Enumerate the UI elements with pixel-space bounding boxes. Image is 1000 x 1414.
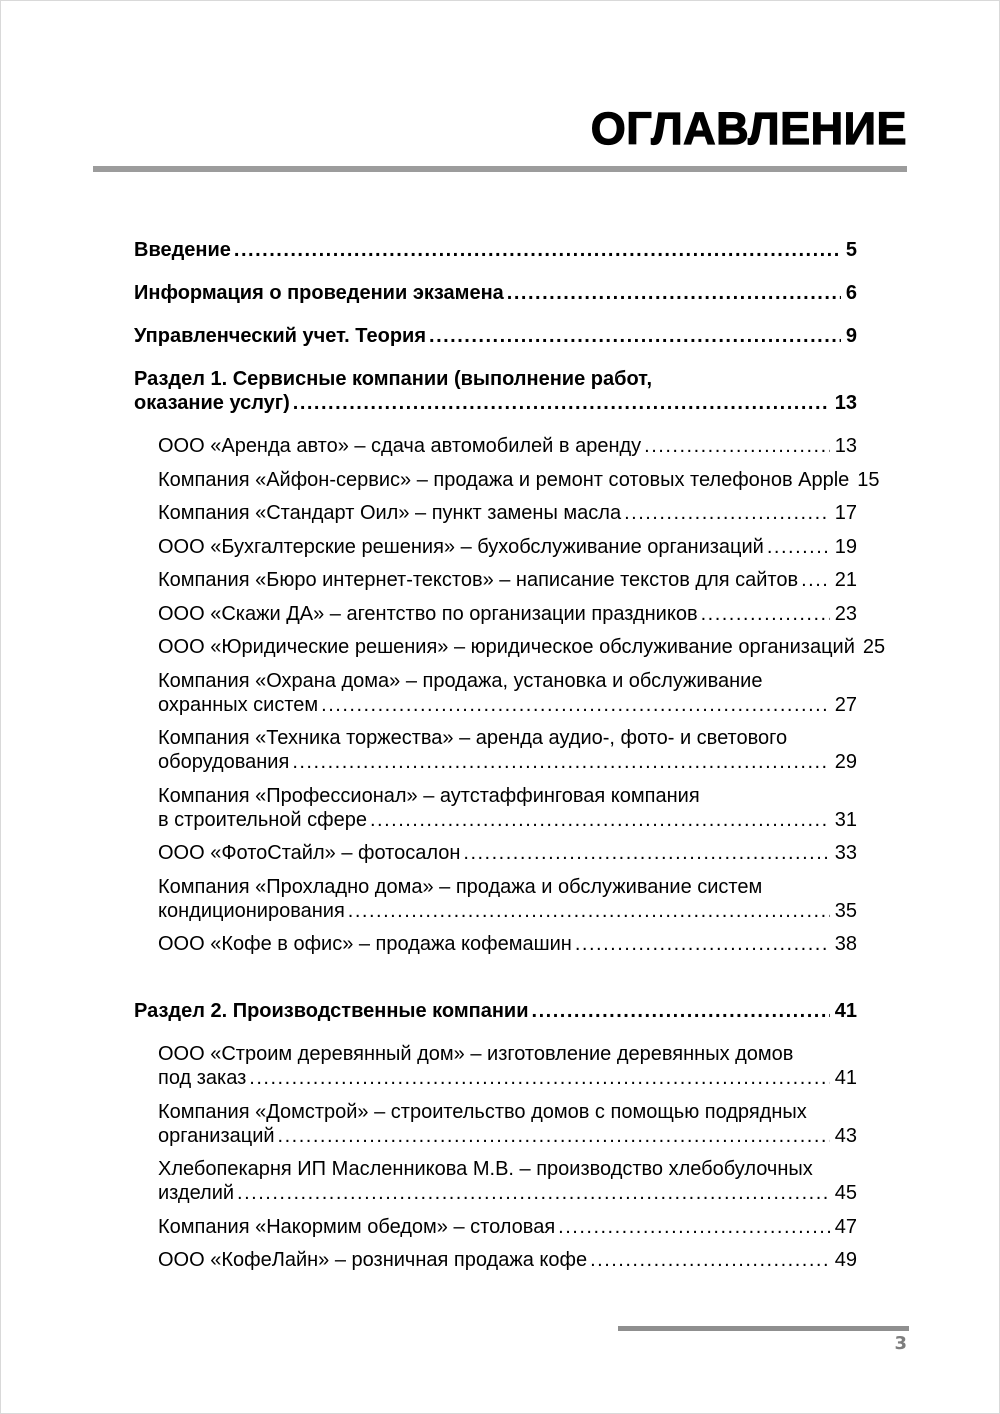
entry-row bbox=[158, 501, 857, 525]
entry-page-number: 9 bbox=[845, 325, 857, 347]
entry-page-number: 49 bbox=[834, 1249, 857, 1271]
entry-text: оказание услуг) bbox=[134, 392, 290, 414]
entry-text: ООО «Скажи ДА» – агентство по организации праздников bbox=[158, 602, 698, 625]
toc-entry bbox=[134, 367, 857, 415]
entry-page-number: 43 bbox=[834, 1124, 857, 1147]
toc-entry bbox=[158, 602, 857, 626]
dot-leader bbox=[275, 1124, 830, 1148]
dot-leader bbox=[504, 281, 841, 305]
entry-page-number: 33 bbox=[834, 842, 857, 864]
toc-entry bbox=[158, 568, 857, 592]
entry-text: Раздел 2. Производственные компании bbox=[134, 1000, 529, 1022]
entry-row bbox=[158, 568, 857, 592]
entry-page-number: 41 bbox=[834, 1067, 857, 1089]
footer-page-number: 3 bbox=[894, 1333, 907, 1354]
toc-entry bbox=[134, 999, 857, 1023]
entry-text-line1: Компания «Профессионал» – аутстаффинговая компания bbox=[158, 784, 700, 807]
entry-row bbox=[158, 932, 857, 956]
toc-entry bbox=[158, 1248, 857, 1272]
entry-page-number: 13 bbox=[834, 435, 857, 457]
entry-row bbox=[134, 324, 857, 348]
toc-entry bbox=[158, 468, 880, 492]
dot-leader bbox=[426, 324, 841, 348]
entry-text: кондиционирования bbox=[158, 899, 345, 922]
entry-page-number: 29 bbox=[834, 751, 857, 773]
dot-leader bbox=[621, 501, 830, 525]
dot-leader bbox=[529, 999, 830, 1023]
toc-entry bbox=[158, 1100, 857, 1148]
entry-text-line1: Компания «Техника торжества» – аренда аудио-, фото- и светового bbox=[158, 727, 788, 749]
entry-text-line1: Компания «Прохладно дома» – продажа и обслуживание систем bbox=[158, 875, 763, 898]
toc-entry bbox=[134, 281, 857, 305]
dot-leader bbox=[234, 1181, 830, 1205]
toc-entry bbox=[158, 1042, 857, 1090]
entry-text: организаций bbox=[158, 1124, 275, 1147]
toc-entry bbox=[134, 324, 857, 348]
entry-text: Компания «Накормим обедом» – столовая bbox=[158, 1215, 556, 1238]
entry-text: ООО «Кофе в офис» – продажа кофемашин bbox=[158, 933, 572, 955]
dot-leader bbox=[555, 1215, 830, 1239]
entry-row bbox=[158, 899, 857, 923]
entry-text-line1: ООО «Строим деревянный дом» – изготовление деревянных домов bbox=[158, 1043, 794, 1065]
toc-entry bbox=[134, 238, 857, 262]
entry-text: в строительной сфере bbox=[158, 808, 367, 831]
toc-entry bbox=[158, 434, 857, 458]
dot-leader bbox=[849, 468, 852, 492]
entry-row bbox=[158, 602, 857, 626]
toc-entry bbox=[158, 1157, 857, 1205]
entry-text: Информация о проведении экзамена bbox=[134, 282, 504, 304]
entry-row bbox=[134, 391, 857, 415]
dot-leader bbox=[764, 535, 830, 559]
entry-row bbox=[158, 1066, 857, 1090]
entry-row bbox=[158, 635, 886, 659]
entry-text: ООО «Аренда авто» – сдача автомобилей в аренду bbox=[158, 435, 642, 457]
toc-entry bbox=[158, 726, 857, 774]
toc-entry bbox=[158, 932, 857, 956]
entry-page-number: 19 bbox=[834, 535, 857, 558]
entry-row bbox=[158, 1181, 857, 1205]
entry-text: Введение bbox=[134, 239, 231, 261]
entry-page-number: 6 bbox=[845, 282, 857, 304]
entry-page-number: 25 bbox=[862, 636, 886, 658]
dot-leader bbox=[367, 808, 830, 832]
title-rule bbox=[93, 166, 907, 172]
toc-entry bbox=[158, 784, 857, 832]
entry-page-number: 47 bbox=[834, 1215, 857, 1238]
entry-text: Компания «Айфон-сервис» – продажа и ремонт сотовых телефонов Apple bbox=[158, 468, 850, 491]
entry-text-line1: Компания «Домстрой» – строительство домов с помощью подрядных bbox=[158, 1100, 807, 1123]
entry-text: под заказ bbox=[158, 1067, 247, 1089]
dot-leader bbox=[246, 1066, 829, 1090]
entry-text: ООО «КофеЛайн» – розничная продажа кофе bbox=[158, 1249, 588, 1271]
entry-page-number: 41 bbox=[834, 1000, 857, 1022]
dot-leader bbox=[641, 434, 830, 458]
toc-entry bbox=[158, 635, 886, 659]
entry-page-number: 35 bbox=[834, 899, 857, 922]
entry-text: охранных систем bbox=[158, 693, 319, 716]
entry-row bbox=[158, 750, 857, 774]
entry-page-number: 23 bbox=[834, 602, 857, 625]
dot-leader bbox=[855, 635, 858, 659]
entry-page-number: 17 bbox=[834, 502, 857, 524]
footer-rule bbox=[618, 1326, 909, 1331]
entry-row bbox=[158, 808, 857, 832]
page-title: ОГЛАВЛЕНИЕ bbox=[590, 103, 907, 154]
entry-page-number: 45 bbox=[834, 1182, 857, 1204]
entry-page-number: 13 bbox=[834, 392, 857, 414]
dot-leader bbox=[460, 841, 829, 865]
toc-entry bbox=[158, 1215, 857, 1239]
toc-entry bbox=[158, 501, 857, 525]
dot-leader bbox=[798, 568, 830, 592]
dot-leader bbox=[698, 602, 830, 626]
entry-row bbox=[158, 468, 880, 492]
entry-text-line1: Хлебопекарня ИП Масленникова М.В. – производство хлебобулочных bbox=[158, 1158, 813, 1180]
entry-text: Управленческий учет. Теория bbox=[134, 325, 427, 347]
entry-text-line1: Компания «Охрана дома» – продажа, установка и обслуживание bbox=[158, 669, 763, 692]
toc-entry bbox=[158, 535, 857, 559]
entry-row bbox=[158, 1215, 857, 1239]
entry-text: ООО «Бухгалтерские решения» – бухобслуживание организаций bbox=[158, 535, 764, 558]
entry-page-number: 5 bbox=[845, 239, 857, 261]
toc-entry bbox=[158, 669, 857, 717]
entry-text: изделий bbox=[158, 1182, 235, 1204]
entry-row bbox=[158, 535, 857, 559]
entry-text-line1: Раздел 1. Сервисные компании (выполнение работ, bbox=[134, 368, 653, 390]
entry-page-number: 21 bbox=[834, 569, 857, 591]
dot-leader bbox=[587, 1248, 830, 1272]
entry-row bbox=[158, 1124, 857, 1148]
entry-row bbox=[158, 841, 857, 865]
dot-leader bbox=[290, 391, 830, 415]
toc-entry bbox=[158, 875, 857, 923]
dot-leader bbox=[318, 693, 830, 717]
toc-entry bbox=[158, 841, 857, 865]
dot-leader bbox=[289, 750, 829, 774]
entry-row bbox=[158, 1248, 857, 1272]
entry-row bbox=[158, 434, 857, 458]
entry-row bbox=[158, 693, 857, 717]
entry-text: Компания «Стандарт Оил» – пункт замены масла bbox=[158, 502, 622, 524]
entry-text: оборудования bbox=[158, 751, 290, 773]
dot-leader bbox=[231, 238, 841, 262]
entry-page-number: 38 bbox=[834, 933, 857, 955]
entry-row bbox=[134, 999, 857, 1023]
entry-row bbox=[134, 238, 857, 262]
entry-page-number: 15 bbox=[857, 468, 880, 491]
dot-leader bbox=[572, 932, 830, 956]
entry-page-number: 31 bbox=[834, 808, 857, 831]
entry-page-number: 27 bbox=[834, 693, 857, 716]
dot-leader bbox=[345, 899, 830, 923]
entry-text: ООО «ФотоСтайл» – фотосалон bbox=[158, 842, 461, 864]
entry-row bbox=[134, 281, 857, 305]
entry-text: Компания «Бюро интернет-текстов» – написание текстов для сайтов bbox=[158, 569, 799, 591]
toc-list bbox=[134, 238, 886, 1272]
entry-text: ООО «Юридические решения» – юридическое обслуживание организаций bbox=[158, 636, 855, 658]
